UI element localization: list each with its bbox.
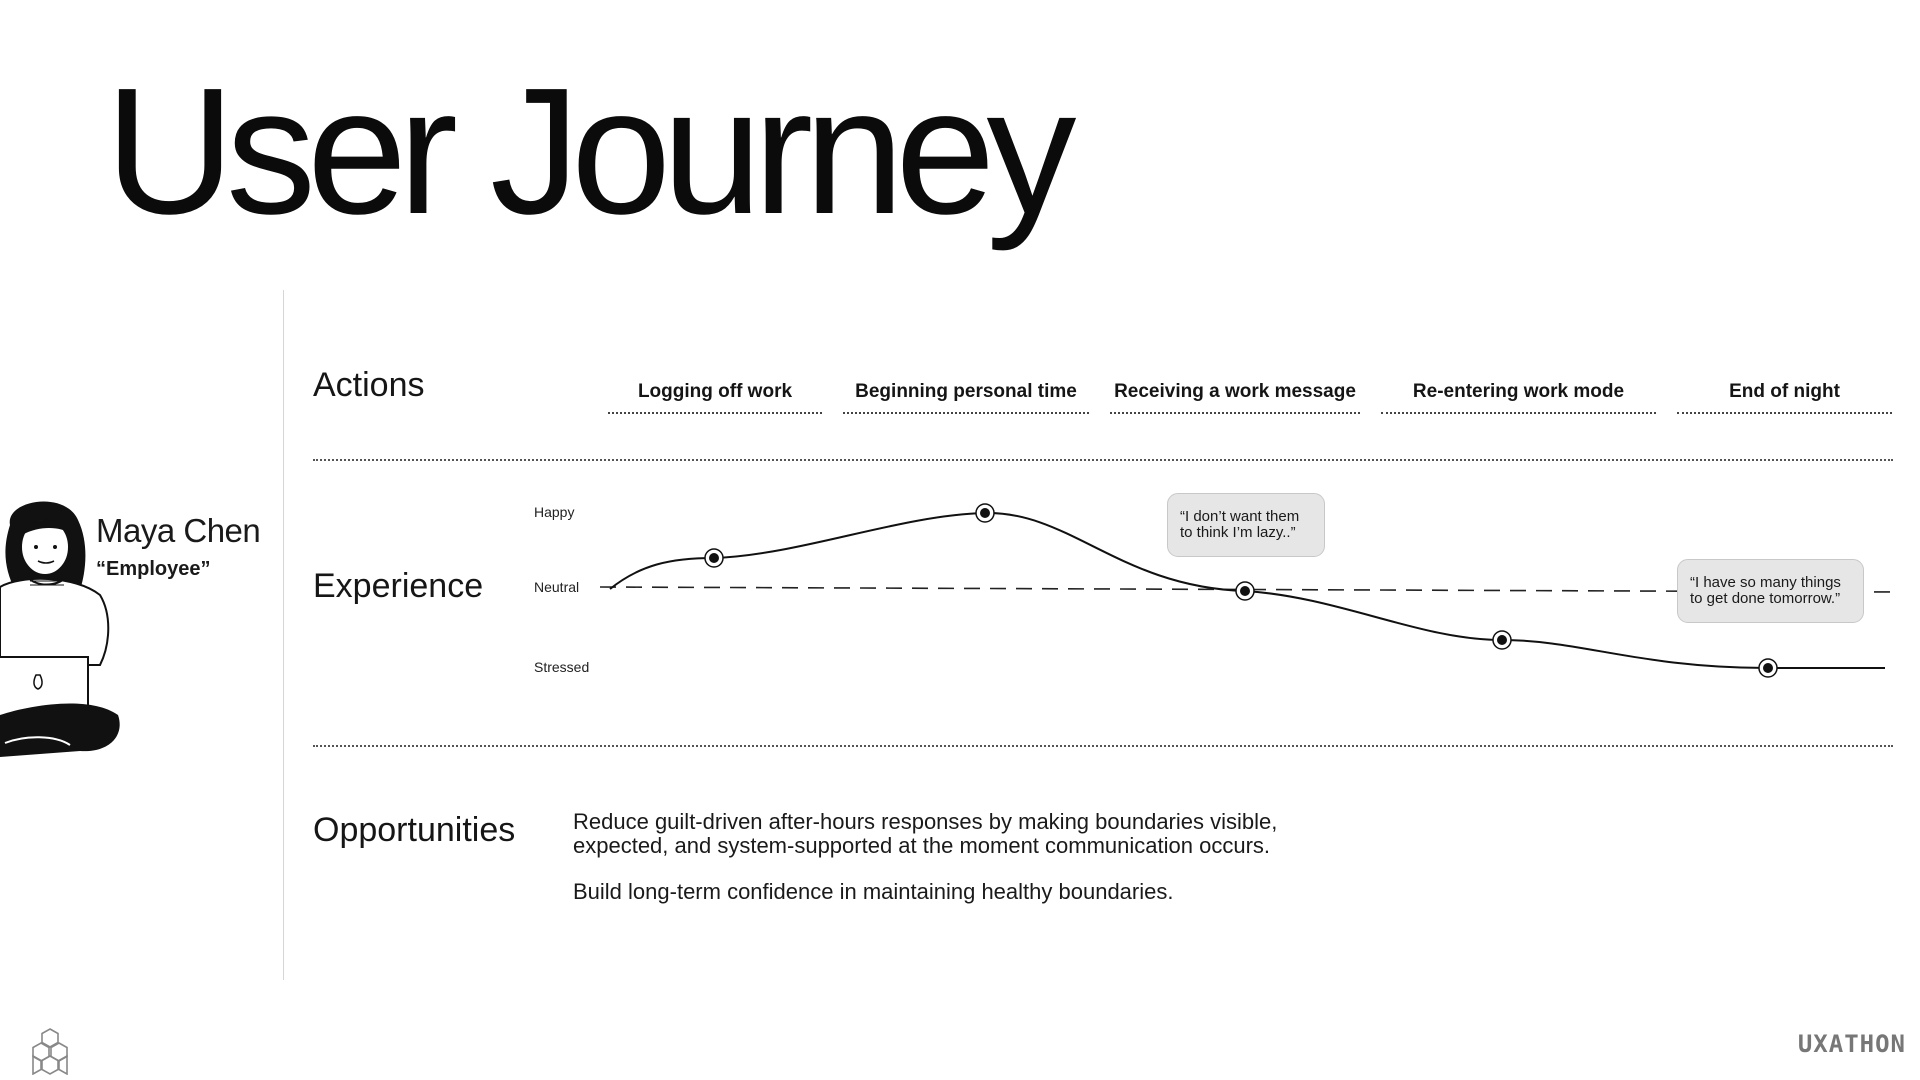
action-reentering-work: Re-entering work mode: [1381, 372, 1656, 414]
opportunities-label: Opportunities: [313, 811, 516, 849]
journey-point-work-message: [1236, 582, 1254, 600]
quote-bubble-end-of-night: [1677, 559, 1864, 623]
journey-point-logging-off: [705, 549, 723, 567]
persona-name: Maya Chen: [96, 512, 261, 549]
journey-point-personal-time: [976, 504, 994, 522]
page-title: User Journey: [105, 51, 1068, 252]
journey-point-end-of-night: [1759, 659, 1777, 677]
actions-label: Actions: [313, 366, 425, 404]
experience-label: Experience: [313, 567, 484, 605]
action-personal-time: Beginning personal time: [843, 372, 1089, 414]
quote-bubble-work-message: [1167, 493, 1325, 557]
brand-logo: UXATHON: [1797, 1030, 1906, 1058]
journey-point-reentering-work: [1493, 631, 1511, 649]
scale-happy: Happy: [534, 504, 575, 520]
action-work-message: Receiving a work message: [1110, 372, 1360, 414]
scale-neutral: Neutral: [534, 579, 580, 595]
action-end-of-night: End of night: [1677, 372, 1892, 414]
scale-stressed: Stressed: [534, 659, 590, 675]
quote-text: “I have so many things to get done tomorrow.”: [1690, 574, 1841, 607]
hexagon-logo-icon: [28, 1027, 72, 1075]
opportunity-text: Reduce guilt-driven after-hours responses by making boundaries visible, expected, and system-supported at the moment communication occurs.: [573, 809, 1278, 858]
quote-text: “I don’t want them to think I’m lazy..”: [1180, 508, 1300, 541]
persona-role: “Employee”: [96, 558, 211, 580]
action-logging-off: Logging off work: [608, 372, 822, 414]
opportunity-text: Build long-term confidence in maintaining healthy boundaries.: [573, 879, 1174, 904]
